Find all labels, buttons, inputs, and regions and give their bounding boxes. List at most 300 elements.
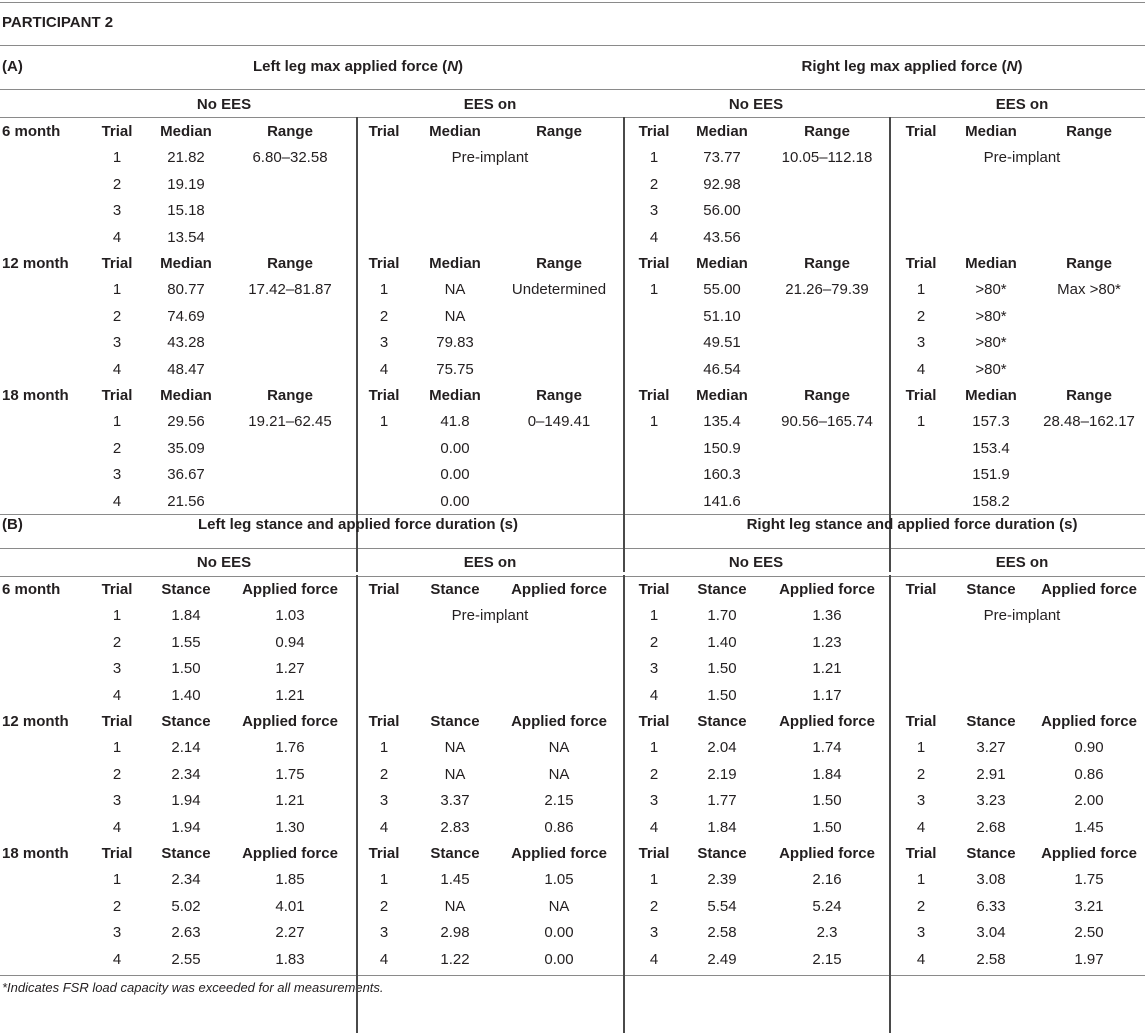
column-header: Trial bbox=[368, 845, 400, 862]
table-cell: 28.48–162.17 bbox=[1043, 413, 1135, 431]
column-header: Trial bbox=[368, 581, 400, 598]
table-cell: 3.23 bbox=[976, 792, 1006, 810]
column-header: Applied force bbox=[1041, 713, 1137, 730]
table-cell: 2 bbox=[112, 633, 122, 651]
table-cell: 1.05 bbox=[544, 871, 574, 889]
table-cell: 48.47 bbox=[167, 360, 205, 378]
table-cell: 2.34 bbox=[171, 871, 201, 889]
column-header: Median bbox=[965, 123, 1017, 140]
column-rule bbox=[356, 117, 358, 572]
table-cell: 2.55 bbox=[171, 950, 201, 968]
table-cell: 3 bbox=[649, 792, 659, 810]
table-cell: 3.37 bbox=[440, 792, 470, 810]
table-cell: 80.77 bbox=[167, 281, 205, 299]
table-cell: 3 bbox=[649, 924, 659, 942]
table-cell: 1 bbox=[379, 281, 389, 299]
table-cell: 1.50 bbox=[171, 660, 201, 678]
table-cell: 21.82 bbox=[167, 149, 205, 167]
table-cell: 2.49 bbox=[707, 950, 737, 968]
table-cell: 1.36 bbox=[812, 607, 842, 625]
table-cell: 1 bbox=[112, 281, 122, 299]
table-cell: 1 bbox=[112, 149, 122, 167]
column-header: Range bbox=[536, 387, 582, 404]
table-cell: NA bbox=[444, 281, 466, 299]
table-cell: NA bbox=[444, 897, 466, 915]
table-cell: 35.09 bbox=[167, 439, 205, 457]
table-cell: 1.74 bbox=[812, 739, 842, 757]
table-cell: Pre-implant bbox=[451, 149, 529, 167]
table-cell: 4 bbox=[112, 818, 122, 836]
column-header: Trial bbox=[905, 581, 937, 598]
table-cell: 2.83 bbox=[440, 818, 470, 836]
column-header: Applied force bbox=[1041, 581, 1137, 598]
column-header: Trial bbox=[638, 713, 670, 730]
table-cell: 0.90 bbox=[1074, 739, 1104, 757]
table-cell: 1.75 bbox=[1074, 871, 1104, 889]
column-header: Trial bbox=[638, 581, 670, 598]
table-cell: 3 bbox=[112, 660, 122, 678]
column-header: Median bbox=[429, 387, 481, 404]
side-heading: Left leg max applied force (N) bbox=[252, 58, 464, 75]
table-cell: NA bbox=[548, 739, 570, 757]
table-cell: 2 bbox=[649, 765, 659, 783]
column-header: Range bbox=[804, 123, 850, 140]
table-cell: 1 bbox=[649, 281, 659, 299]
group-label: No EES bbox=[196, 554, 252, 571]
divider bbox=[0, 2, 1145, 3]
table-cell: NA bbox=[444, 307, 466, 325]
table-cell: 1 bbox=[916, 739, 926, 757]
table-cell: 1 bbox=[112, 413, 122, 431]
table-cell: 74.69 bbox=[167, 307, 205, 325]
table-cell: 43.56 bbox=[703, 228, 741, 246]
table-cell: 3 bbox=[112, 334, 122, 352]
column-header: Range bbox=[267, 255, 313, 272]
table-cell: 0.86 bbox=[1074, 765, 1104, 783]
column-header: Trial bbox=[905, 387, 937, 404]
table-cell: 6.33 bbox=[976, 897, 1006, 915]
table-cell: 2.27 bbox=[275, 924, 305, 942]
column-header: Stance bbox=[161, 845, 211, 862]
table-cell: 0.00 bbox=[440, 466, 470, 484]
table-cell: 2.58 bbox=[976, 950, 1006, 968]
table-cell: 1.84 bbox=[707, 818, 737, 836]
table-cell: 1.85 bbox=[275, 871, 305, 889]
table-cell: 1 bbox=[916, 281, 926, 299]
table-cell: 2 bbox=[379, 897, 389, 915]
column-header: Stance bbox=[697, 581, 747, 598]
table-cell: 3.21 bbox=[1074, 897, 1104, 915]
table-cell: 1.45 bbox=[440, 871, 470, 889]
table-cell: 1 bbox=[649, 413, 659, 431]
column-header: Applied force bbox=[511, 845, 607, 862]
column-header: Applied force bbox=[511, 581, 607, 598]
table-cell: 0.00 bbox=[440, 439, 470, 457]
table-cell: 3 bbox=[649, 660, 659, 678]
table-cell: 3 bbox=[112, 202, 122, 220]
column-rule bbox=[889, 117, 891, 572]
period-label: 6 month bbox=[2, 581, 61, 598]
divider bbox=[0, 45, 1145, 46]
table-cell: 4 bbox=[649, 228, 659, 246]
table-cell: 2 bbox=[112, 307, 122, 325]
table-cell: 1.76 bbox=[275, 739, 305, 757]
table-cell: 1 bbox=[112, 607, 122, 625]
table-cell: >80* bbox=[975, 281, 1007, 299]
table-cell: 1.94 bbox=[171, 792, 201, 810]
side-heading: Right leg stance and applied force duration (s) bbox=[746, 516, 1078, 533]
table-cell: 2 bbox=[916, 897, 926, 915]
table-cell: 4 bbox=[379, 950, 389, 968]
column-header: Trial bbox=[101, 123, 133, 140]
column-header: Range bbox=[804, 255, 850, 272]
table-cell: 3.04 bbox=[976, 924, 1006, 942]
table-cell: 135.4 bbox=[703, 413, 741, 431]
table-cell: 5.02 bbox=[171, 897, 201, 915]
column-header: Applied force bbox=[242, 713, 338, 730]
table-cell: 90.56–165.74 bbox=[781, 413, 873, 431]
table-cell: 5.24 bbox=[812, 897, 842, 915]
table-cell: 1.70 bbox=[707, 607, 737, 625]
table-cell: 2 bbox=[649, 897, 659, 915]
column-header: Stance bbox=[966, 845, 1016, 862]
table-cell: 2.68 bbox=[976, 818, 1006, 836]
column-rule bbox=[356, 575, 358, 1033]
footnote: *Indicates FSR load capacity was exceeded for all measurements. bbox=[2, 980, 384, 995]
column-header: Trial bbox=[368, 255, 400, 272]
table-cell: 3 bbox=[379, 334, 389, 352]
table-cell: 1 bbox=[649, 149, 659, 167]
table-cell: 1 bbox=[112, 871, 122, 889]
table-cell: 4 bbox=[379, 360, 389, 378]
column-header: Median bbox=[429, 255, 481, 272]
column-header: Median bbox=[429, 123, 481, 140]
table-cell: 151.9 bbox=[972, 466, 1010, 484]
column-header: Median bbox=[965, 255, 1017, 272]
table-cell: 43.28 bbox=[167, 334, 205, 352]
table-cell: 1 bbox=[112, 739, 122, 757]
section-label: (A) bbox=[2, 58, 23, 75]
column-rule bbox=[623, 575, 625, 1033]
table-cell: 2.00 bbox=[1074, 792, 1104, 810]
column-header: Range bbox=[804, 387, 850, 404]
table-cell: 4 bbox=[649, 950, 659, 968]
table-cell: Undetermined bbox=[511, 281, 607, 299]
group-label: EES on bbox=[995, 554, 1049, 571]
table-cell: 4 bbox=[916, 950, 926, 968]
table-cell: >80* bbox=[975, 307, 1007, 325]
column-header: Stance bbox=[697, 713, 747, 730]
table-cell: 2 bbox=[916, 765, 926, 783]
table-cell: 13.54 bbox=[167, 228, 205, 246]
table-cell: 1.84 bbox=[812, 765, 842, 783]
column-rule bbox=[623, 117, 625, 572]
table-cell: 1 bbox=[649, 607, 659, 625]
column-header: Median bbox=[160, 255, 212, 272]
column-header: Stance bbox=[966, 713, 1016, 730]
table-cell: >80* bbox=[975, 360, 1007, 378]
column-rule bbox=[889, 575, 891, 1033]
table-cell: 150.9 bbox=[703, 439, 741, 457]
column-header: Trial bbox=[638, 845, 670, 862]
table-cell: 0.94 bbox=[275, 633, 305, 651]
table-cell: 3 bbox=[379, 924, 389, 942]
table-cell: NA bbox=[444, 765, 466, 783]
column-header: Stance bbox=[430, 713, 480, 730]
divider bbox=[0, 89, 1145, 90]
period-label: 12 month bbox=[2, 255, 69, 272]
table-cell: 153.4 bbox=[972, 439, 1010, 457]
column-header: Applied force bbox=[1041, 845, 1137, 862]
table-cell: 2 bbox=[379, 765, 389, 783]
table-cell: 1 bbox=[649, 871, 659, 889]
table-cell: 2.15 bbox=[812, 950, 842, 968]
table-cell: 0.00 bbox=[544, 950, 574, 968]
group-label: No EES bbox=[728, 96, 784, 113]
table-cell: 1 bbox=[916, 871, 926, 889]
table-cell: 2.50 bbox=[1074, 924, 1104, 942]
table-cell: 1 bbox=[649, 739, 659, 757]
table-cell: 2 bbox=[112, 175, 122, 193]
table-cell: 2.58 bbox=[707, 924, 737, 942]
table-cell: 4 bbox=[379, 818, 389, 836]
table-cell: 5.54 bbox=[707, 897, 737, 915]
table-cell: 56.00 bbox=[703, 202, 741, 220]
table-cell: 1.45 bbox=[1074, 818, 1104, 836]
table-cell: 158.2 bbox=[972, 492, 1010, 510]
column-header: Trial bbox=[101, 845, 133, 862]
table-cell: 1.27 bbox=[275, 660, 305, 678]
column-header: Applied force bbox=[242, 845, 338, 862]
column-header: Median bbox=[696, 387, 748, 404]
column-header: Trial bbox=[905, 123, 937, 140]
column-header: Stance bbox=[430, 581, 480, 598]
table-cell: 1 bbox=[916, 413, 926, 431]
table-cell: 1.94 bbox=[171, 818, 201, 836]
table-cell: 2.16 bbox=[812, 871, 842, 889]
column-header: Trial bbox=[101, 255, 133, 272]
column-header: Stance bbox=[161, 581, 211, 598]
column-header: Trial bbox=[905, 713, 937, 730]
column-header: Range bbox=[536, 255, 582, 272]
column-header: Trial bbox=[101, 387, 133, 404]
table-cell: 3 bbox=[112, 924, 122, 942]
table-cell: 79.83 bbox=[436, 334, 474, 352]
table-cell: 1.50 bbox=[707, 660, 737, 678]
table-cell: 73.77 bbox=[703, 149, 741, 167]
table-cell: 141.6 bbox=[703, 492, 741, 510]
table-cell: 2.14 bbox=[171, 739, 201, 757]
column-header: Applied force bbox=[779, 845, 875, 862]
period-label: 6 month bbox=[2, 123, 61, 140]
table-cell: 29.56 bbox=[167, 413, 205, 431]
table-cell: NA bbox=[444, 739, 466, 757]
table-cell: 49.51 bbox=[703, 334, 741, 352]
column-header: Trial bbox=[638, 387, 670, 404]
table-cell: Max >80* bbox=[1057, 281, 1121, 299]
column-header: Median bbox=[696, 255, 748, 272]
table-cell: 19.19 bbox=[167, 175, 205, 193]
table-cell: 0.00 bbox=[440, 492, 470, 510]
group-label: EES on bbox=[463, 96, 517, 113]
table-cell: 3.27 bbox=[976, 739, 1006, 757]
group-label: EES on bbox=[995, 96, 1049, 113]
table-cell: 4 bbox=[916, 360, 926, 378]
table-cell: 4 bbox=[112, 950, 122, 968]
column-header: Applied force bbox=[511, 713, 607, 730]
table-cell: 2 bbox=[649, 633, 659, 651]
table-cell: 2.15 bbox=[544, 792, 574, 810]
table-cell: Pre-implant bbox=[983, 149, 1061, 167]
table-cell: 160.3 bbox=[703, 466, 741, 484]
table-cell: 1.23 bbox=[812, 633, 842, 651]
table-cell: 1.03 bbox=[275, 607, 305, 625]
table-cell: 21.26–79.39 bbox=[785, 281, 869, 299]
table-cell: 2 bbox=[649, 175, 659, 193]
column-header: Trial bbox=[638, 123, 670, 140]
table-cell: 1.17 bbox=[812, 686, 842, 704]
period-label: 12 month bbox=[2, 713, 69, 730]
divider bbox=[0, 576, 1145, 577]
table-cell: 2.19 bbox=[707, 765, 737, 783]
column-header: Trial bbox=[368, 713, 400, 730]
table-cell: 2 bbox=[112, 439, 122, 457]
period-label: 18 month bbox=[2, 845, 69, 862]
table-cell: 2.39 bbox=[707, 871, 737, 889]
table-cell: 4.01 bbox=[275, 897, 305, 915]
table-cell: 2 bbox=[379, 307, 389, 325]
table-cell: 4 bbox=[112, 492, 122, 510]
table-cell: 1.50 bbox=[707, 686, 737, 704]
group-label: No EES bbox=[728, 554, 784, 571]
table-cell: 51.10 bbox=[703, 307, 741, 325]
table-cell: 1 bbox=[379, 871, 389, 889]
table-cell: 92.98 bbox=[703, 175, 741, 193]
side-heading: Left leg stance and applied force duration (s) bbox=[197, 516, 519, 533]
table-cell: 1.55 bbox=[171, 633, 201, 651]
table-cell: 3 bbox=[112, 466, 122, 484]
table-cell: 41.8 bbox=[440, 413, 470, 431]
divider bbox=[0, 117, 1145, 118]
column-header: Median bbox=[965, 387, 1017, 404]
table-cell: 1.97 bbox=[1074, 950, 1104, 968]
table-cell: 2 bbox=[916, 307, 926, 325]
divider bbox=[0, 514, 1145, 515]
column-header: Applied force bbox=[242, 581, 338, 598]
column-header: Applied force bbox=[779, 581, 875, 598]
divider bbox=[0, 975, 1145, 976]
column-header: Trial bbox=[905, 845, 937, 862]
table-cell: 3 bbox=[916, 792, 926, 810]
group-label: EES on bbox=[463, 554, 517, 571]
column-header: Trial bbox=[905, 255, 937, 272]
table-cell: 0–149.41 bbox=[527, 413, 591, 431]
column-header: Trial bbox=[101, 713, 133, 730]
column-header: Range bbox=[536, 123, 582, 140]
column-header: Stance bbox=[966, 581, 1016, 598]
table-cell: Pre-implant bbox=[451, 607, 529, 625]
table-cell: 4 bbox=[112, 686, 122, 704]
table-cell: 2.04 bbox=[707, 739, 737, 757]
table-cell: NA bbox=[548, 897, 570, 915]
side-heading: Right leg max applied force (N) bbox=[801, 58, 1023, 75]
column-header: Trial bbox=[368, 123, 400, 140]
table-cell: 3.08 bbox=[976, 871, 1006, 889]
column-header: Range bbox=[1066, 255, 1112, 272]
column-header: Range bbox=[1066, 123, 1112, 140]
table-cell: 1.40 bbox=[171, 686, 201, 704]
table-cell: 6.80–32.58 bbox=[252, 149, 328, 167]
table-cell: 2.91 bbox=[976, 765, 1006, 783]
table-cell: 4 bbox=[112, 228, 122, 246]
table-cell: 1 bbox=[379, 739, 389, 757]
table-cell: 15.18 bbox=[167, 202, 205, 220]
table-cell: 55.00 bbox=[703, 281, 741, 299]
table-cell: 4 bbox=[649, 686, 659, 704]
table-cell: 1.75 bbox=[275, 765, 305, 783]
column-header: Stance bbox=[430, 845, 480, 862]
column-header: Stance bbox=[161, 713, 211, 730]
table-cell: 3 bbox=[112, 792, 122, 810]
section-label: (B) bbox=[2, 516, 23, 533]
table-cell: 36.67 bbox=[167, 466, 205, 484]
column-header: Range bbox=[267, 387, 313, 404]
table-cell: 10.05–112.18 bbox=[781, 149, 873, 167]
table-cell: 1.83 bbox=[275, 950, 305, 968]
column-header: Trial bbox=[101, 581, 133, 598]
column-header: Applied force bbox=[779, 713, 875, 730]
period-label: 18 month bbox=[2, 387, 69, 404]
table-cell: 1.30 bbox=[275, 818, 305, 836]
column-header: Trial bbox=[368, 387, 400, 404]
table-cell: 0.86 bbox=[544, 818, 574, 836]
table-cell: 0.00 bbox=[544, 924, 574, 942]
table-cell: 1.77 bbox=[707, 792, 737, 810]
table-cell: 1.50 bbox=[812, 818, 842, 836]
column-header: Range bbox=[1066, 387, 1112, 404]
table-cell: 2 bbox=[112, 897, 122, 915]
table-cell: 1.84 bbox=[171, 607, 201, 625]
table-cell: 21.56 bbox=[167, 492, 205, 510]
table-cell: 75.75 bbox=[436, 360, 474, 378]
column-header: Trial bbox=[638, 255, 670, 272]
table-cell: NA bbox=[548, 765, 570, 783]
table-cell: 2.3 bbox=[816, 924, 838, 942]
table-cell: 3 bbox=[916, 924, 926, 942]
table-cell: 1 bbox=[379, 413, 389, 431]
table-cell: 3 bbox=[916, 334, 926, 352]
table-cell: 1.21 bbox=[812, 660, 842, 678]
table-cell: 2.63 bbox=[171, 924, 201, 942]
table-cell: 2.34 bbox=[171, 765, 201, 783]
table-cell: 17.42–81.87 bbox=[248, 281, 332, 299]
participant-title: PARTICIPANT 2 bbox=[2, 14, 114, 31]
table-cell: 1.50 bbox=[812, 792, 842, 810]
table-cell: 2 bbox=[112, 765, 122, 783]
column-header: Stance bbox=[697, 845, 747, 862]
column-header: Range bbox=[267, 123, 313, 140]
table-cell: 4 bbox=[112, 360, 122, 378]
table-cell: 1.22 bbox=[440, 950, 470, 968]
table-cell: 19.21–62.45 bbox=[248, 413, 332, 431]
table-cell: 1.21 bbox=[275, 686, 305, 704]
table-cell: 4 bbox=[916, 818, 926, 836]
column-header: Median bbox=[160, 123, 212, 140]
table-cell: 157.3 bbox=[972, 413, 1010, 431]
table-cell: 1.21 bbox=[275, 792, 305, 810]
divider bbox=[0, 548, 1145, 549]
table-cell: >80* bbox=[975, 334, 1007, 352]
